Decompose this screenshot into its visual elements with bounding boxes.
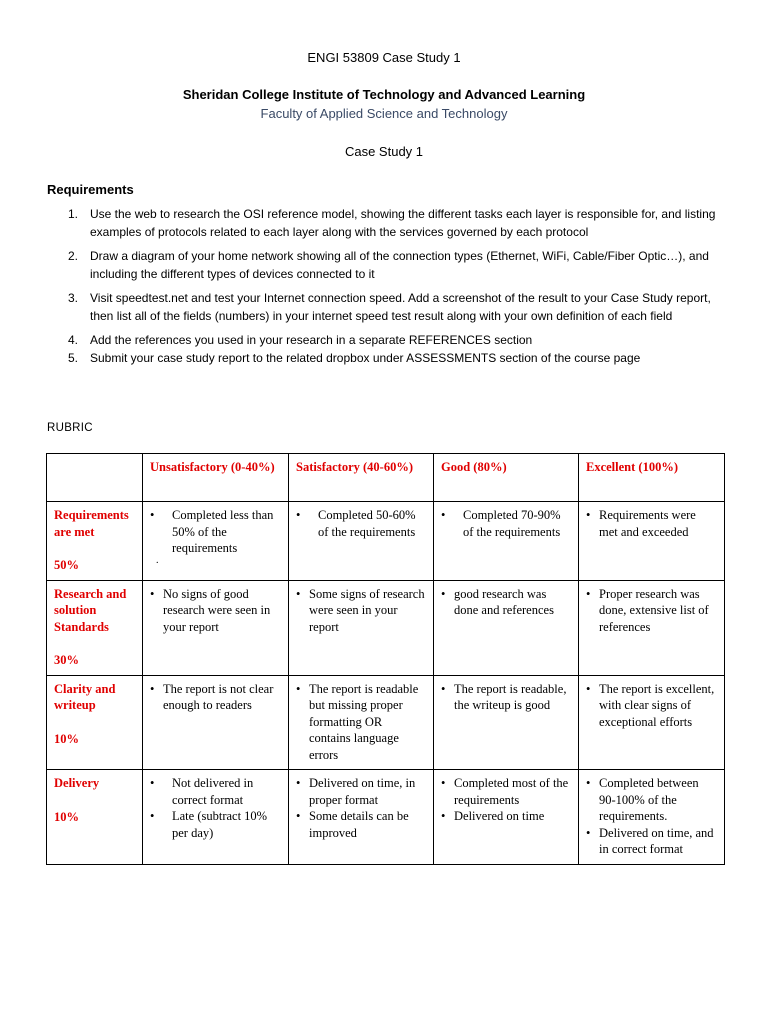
rubric-bullet: • good research was done and references <box>441 586 571 619</box>
rubric-label: RUBRIC <box>47 422 93 434</box>
criterion-weight: 10% <box>54 731 79 746</box>
rubric-bullet: • Delivered on time <box>441 808 571 825</box>
rubric-bullet: • Late (subtract 10% per day) <box>150 808 281 841</box>
requirement-number: 5. <box>68 350 79 365</box>
rubric-bullet: • Some details can be improved <box>296 808 426 841</box>
requirement-item <box>47 290 727 325</box>
rubric-bullet: • Completed 50-60% of the requirements <box>296 507 426 540</box>
requirement-item <box>47 350 727 368</box>
rubric-bullet: • Some signs of research were seen in your report <box>296 586 426 636</box>
rubric-row <box>47 580 725 675</box>
rubric-bullet: • The report is excellent, with clear signs of exceptional efforts <box>586 681 717 731</box>
criterion-weight: 50% <box>54 558 79 572</box>
requirement-text: Visit speedtest.net and test your Internet connection speed. Add a screenshot of the result to your Case Study report, then list all of the fields (numbers) in your internet speed test result along with your own definition of each field <box>90 291 711 323</box>
excellent-cell <box>579 675 725 770</box>
requirement-number: 4. <box>68 333 79 347</box>
requirement-item <box>47 332 727 350</box>
criterion-weight: 10% <box>54 809 79 824</box>
criterion-name: Clarity and writeup <box>54 681 116 712</box>
unsatisfactory-cell <box>143 502 289 581</box>
requirements-list <box>47 206 727 367</box>
criterion-cell <box>47 770 143 865</box>
rubric-table <box>46 453 725 865</box>
rubric-bullet: • Requirements were met and exceeded <box>586 507 717 540</box>
criterion-cell <box>47 580 143 675</box>
rubric-bullet: • Completed 70-90% of the requirements <box>441 507 571 540</box>
excellent-cell <box>579 770 725 865</box>
requirement-number: 1. <box>68 207 79 221</box>
rubric-bullet: • The report is readable, the writeup is good <box>441 681 571 714</box>
criterion-weight: 30% <box>54 653 79 667</box>
requirement-text: Use the web to research the OSI reference model, showing the different tasks each layer is responsible for, and listing examples of protocols related to each layer along with the services governed by each protocol <box>90 207 716 239</box>
faculty-name: Faculty of Applied Science and Technology <box>260 106 508 121</box>
rubric-row <box>47 502 725 581</box>
rubric-header-row <box>47 454 725 502</box>
stray-period: . <box>156 554 159 566</box>
requirement-number: 3. <box>68 291 79 305</box>
rubric-row <box>47 770 725 865</box>
good-cell <box>434 580 579 675</box>
excellent-cell <box>579 502 725 581</box>
requirement-item <box>47 248 727 283</box>
unsatisfactory-cell <box>143 770 289 865</box>
rubric-bullet: • Completed most of the requirements <box>441 775 571 808</box>
criterion-name: Delivery <box>54 776 100 790</box>
satisfactory-cell <box>289 770 434 865</box>
criterion-cell <box>47 502 143 581</box>
unsatisfactory-cell <box>143 580 289 675</box>
requirement-text: Submit your case study report to the related dropbox under ASSESSMENTS section of the course page <box>90 350 641 365</box>
satisfactory-cell <box>289 580 434 675</box>
college-name: Sheridan College Institute of Technology and Advanced Learning <box>182 87 586 102</box>
requirements-heading: Requirements <box>47 182 134 197</box>
rubric-bullet: • Proper research was done, extensive list of references <box>586 586 717 636</box>
rubric-bullet: • The report is readable but missing proper formatting OR contains language errors <box>296 681 426 764</box>
header-satisfactory: Satisfactory (40-60%) <box>289 454 434 502</box>
requirement-text: Add the references you used in your research in a separate REFERENCES section <box>90 333 533 347</box>
rubric-bullet: • Completed between 90-100% of the requirements. <box>586 775 717 825</box>
criterion-cell <box>47 675 143 770</box>
header-good: Good (80%) <box>434 454 579 502</box>
rubric-corner-cell <box>47 454 143 502</box>
header-unsatisfactory: Unsatisfactory (0-40%) <box>143 454 289 502</box>
rubric-bullet: • Delivered on time, in proper format <box>296 775 426 808</box>
header-excellent: Excellent (100%) <box>579 454 725 502</box>
requirement-item <box>47 206 727 241</box>
criterion-name: Research and solution Standards <box>54 586 127 634</box>
criterion-name: Requirements are met <box>54 508 129 539</box>
satisfactory-cell <box>289 675 434 770</box>
rubric-bullet: • Not delivered in correct format <box>150 775 281 808</box>
excellent-cell <box>579 580 725 675</box>
rubric-bullet: • The report is not clear enough to readers <box>150 681 281 714</box>
requirement-number: 2. <box>68 249 79 263</box>
rubric-row <box>47 675 725 770</box>
case-study-title: Case Study 1 <box>344 144 424 159</box>
rubric-bullet: • Completed less than 50% of the requirements <box>150 507 281 557</box>
unsatisfactory-cell <box>143 675 289 770</box>
satisfactory-cell <box>289 502 434 581</box>
rubric-bullet: • No signs of good research were seen in your report <box>150 586 281 636</box>
good-cell <box>434 675 579 770</box>
good-cell <box>434 502 579 581</box>
course-code: ENGI 53809 Case Study 1 <box>307 50 461 65</box>
rubric-bullet: • Delivered on time, and in correct format <box>586 825 717 858</box>
good-cell <box>434 770 579 865</box>
requirement-text: Draw a diagram of your home network showing all of the connection types (Ethernet, WiFi, Cable/Fiber Optic…), and including the different types of devices connected to it <box>90 249 709 281</box>
